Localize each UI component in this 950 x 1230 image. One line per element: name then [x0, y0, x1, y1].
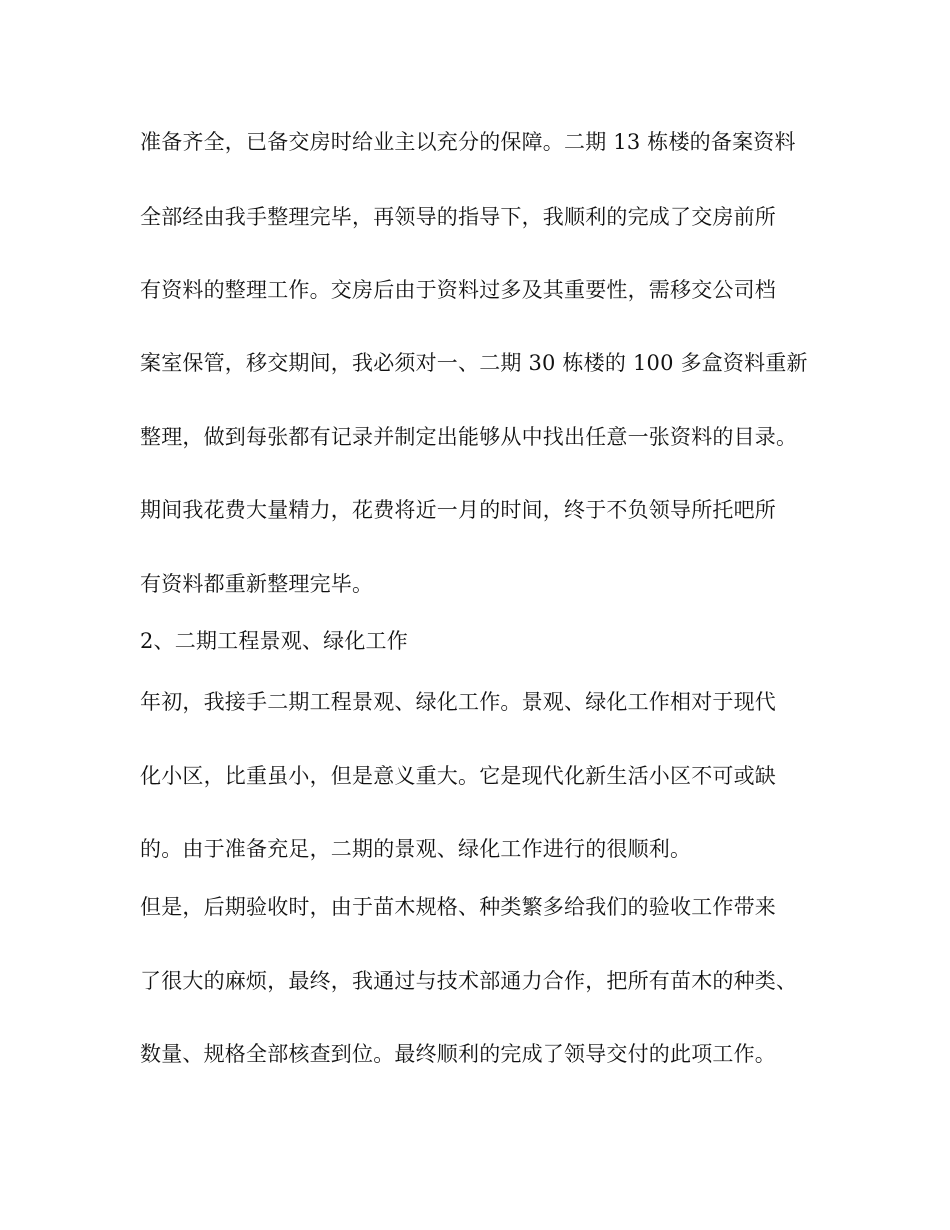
paragraph-line: 了很大的麻烦，最终，我通过与技术部通力合作，把所有苗木的种类、 [140, 969, 798, 993]
paragraph-line: 但是，后期验收时，由于苗木规格、种类繁多给我们的验收工作带来 [140, 895, 776, 919]
paragraph-line: 化小区，比重虽小，但是意义重大。它是现代化新生活小区不可或缺 [140, 764, 776, 788]
paragraph-line: 期间我花费大量精力，花费将近一月的时间，终于不负领导所托吧所 [140, 498, 776, 522]
paragraph-line: 案室保管，移交期间，我必须对一、二期 30 栋楼的 100 多盒资料重新 [140, 351, 808, 375]
paragraph-line: 有资料都重新整理完毕。 [140, 572, 374, 596]
paragraph-line: 年初，我接手二期工程景观、绿化工作。景观、绿化工作相对于现代 [140, 690, 776, 714]
paragraph-line: 的。由于准备充足，二期的景观、绿化工作进行的很顺利。 [140, 837, 692, 861]
paragraph-line: 准备齐全，已备交房时给业主以充分的保障。二期 13 栋楼的备案资料 [140, 130, 796, 154]
paragraph-line: 全部经由我手整理完毕，再领导的指导下，我顺利的完成了交房前所 [140, 205, 776, 229]
paragraph-line: 数量、规格全部核查到位。最终顺利的完成了领导交付的此项工作。 [140, 1042, 776, 1066]
section-heading: 2、二期工程景观、绿化工作 [140, 629, 408, 653]
paragraph-line: 有资料的整理工作。交房后由于资料过多及其重要性，需移交公司档 [140, 278, 776, 302]
paragraph-line: 整理，做到每张都有记录并制定出能够从中找出任意一张资料的目录。 [140, 425, 798, 449]
